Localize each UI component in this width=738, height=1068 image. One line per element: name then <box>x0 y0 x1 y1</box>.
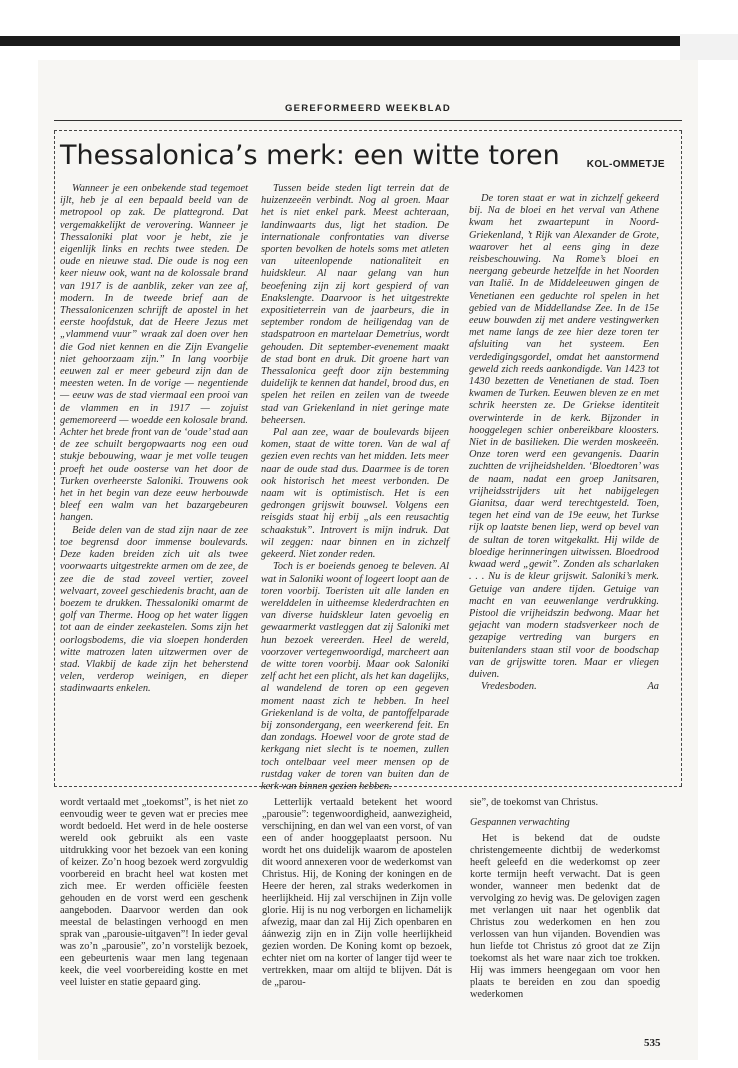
running-head: GEREFORMEERD WEEKBLAD <box>284 103 452 114</box>
column-kicker: KOL-OMMETJE <box>586 159 665 170</box>
article-title: Thessalonica’s merk: een witte toren <box>60 140 560 171</box>
body-paragraph-2: Letterlijk vertaald betekent het woord „parousie”: tegenwoordigheid, aanwezigheid, verschijning, en dan wel van een vorst, of van een of ander hooggeplaatst persoon. Nu wordt het ons duidelijk waarom de apostelen dit woord annexeren voor de wederkomst van Christus. Hij, de Koning der koningen en de Heere der heren, zal straks wederkomen in heerlijkheid. Hij zal verschijnen in Zijn volle glorie. Hij is nu nog verborgen en lichamelijk afwezig, maar dan zal Hij Zich openbaren en áánwezig zijn en in Zijn volle heerlijkheid gezien worden. De Koning komt op bezoek, echter niet om na korter of langer tijd weer te vertrekken, maar om altijd te blijven. Dát is de „parou- <box>262 797 452 988</box>
signoff <box>469 681 659 693</box>
magazine-page <box>38 60 698 1060</box>
author-initials: Aa <box>647 681 659 693</box>
box-border-right <box>681 131 682 786</box>
body-paragraph-1: wordt vertaald met „toekomst”, is het niet zo eenvoudig weer te geven wat er precies mee wordt bedoeld. Het werd in de hele oosterse wereld ook gebruikt als een vaste uitdrukking voor het bezoek van een koning of keizer. Zo’n hoog bezoek werd zorgvuldig voorbereid en bracht heel wat kosten met zich mee. Er werden officiële feesten gehouden en de vorst werd een geschenk aangeboden. Daarvoor werden dan ook meestal de belastingen verhoogd en men sprak van „parousie-uitgaven”! In ieder geval was zo’n „parousie”, zo’n vorstelijk bezoek, een gebeurtenis waar men lang tegenaan keek, die veel voorbereiding kostte en met veel luister en statie gepaard ging. <box>60 797 248 988</box>
box-column-2 <box>261 183 449 792</box>
box-paragraph-2: Beide delen van de stad zijn naar de zee toe begrensd door immense boulevards. Deze kaden breiden zich uit als twee voorwaarts uitgestrekte armen om de zee, de zee die de stad zoveel vertier, zoveel welvaart, zoveel geschiedenis bracht, aan de boezem te drukken. Thessaloniki omarmt de golf van Therme. Hoog op het water liggen tot aan de einder zeekastelen. Soms zijn het oorlogsbodems, die via sloepen honderden witte matrozen laten uitzwermen over de stad. Vlakbij de kade zijn het beherstend velen, verderop weinigen, en dieper stadinwaarts enkelen. <box>60 524 248 695</box>
page-number: 535 <box>644 1037 661 1049</box>
box-paragraph-5: Toch is er boeiends genoeg te beleven. Al wat in Saloniki woont of logeert loopt aan de toren voorbij. Toeristen uit alle landen en werelddelen in uitheemse klederdrachten en van diverse huidskleur laten gevoelig en gewaarmerkt vastleggen dat zij Saloniki met hun bezoek vereerden. Heel de wereld, voorzover vertegenwoordigd, marcheert aan de witte toren voorbij. Maar ook Saloniki zelf acht het een plicht, als het kan dagelijks, al wandelend de toren op een gegeven moment naast zich te hebben. In heel Griekenland is de volta, de pantoffelparade bij zonsondergang, een weerkerend feit. En dan zondags. Hoewel voor de grote stad de kerkgang niet slecht is te noemen, zullen toch ontelbaar veel meer mensen op de rustdag vaker de toren van buiten dan de kerk van binnen gezien hebben. <box>261 561 449 792</box>
header-rule <box>54 120 682 121</box>
box-paragraph-6: De toren staat er wat in zichzelf gekeerd bij. Na de bloei en het verval van Athene kwam het zwaartepunt in Noord-Griekenland, ’t Rijk van Alexander de Grote, waarover het al eens ging in deze reisbeschouwing. Na Rome’s bloei en neergang gebeurde hetzelfde in het Noorden van Italië. In de Middeleeuwen gingen de Venetianen een geduchte rol spelen in het gebied van de Middellandse Zee. In de 15e eeuw bouwden zij met andere vestingwerken met name langs de zee hier deze toren ter afsluiting van het systeem. Een verdedigingsgordel, omdat het aanstormend geweld zich reeds aankondigde. Van 1423 tot 1430 bezetten de Venetianen de stad. Toen kwamen de Turken. Eeuwen bleven ze en met schrik heersten ze. De Griekse identiteit overwinterde in de kerk. Bijzonder in hooggelegen schier onbereikbare kloosters. Niet in de basilieken. Die werden moskeeën. Onze toren werd een gevangenis. Daarin zuchtten de vrijheidshelden. ‘Bloedtoren’ was de naam, nadat een groep Janitsaren, vrijheidsstrijders uit het nabijgelegen Gianitsa, daar werd terechtgesteld. Toen, tegen het eind van de 19e eeuw, het Turkse rijk op laatste benen liep, werd op bevel van de sultan de toren witgekalkt. Hij wilde de bloedige herinneringen uitwissen. Bloedrood kwaad werd „gewit”. Zonden als scharlaken . . . Nu is de kleur grijswit. Saloniki’s merk. Getuige van andere tijden. Getuige van macht en van eeuwenlange verdrukking. Pistool die vrijheidszin bedwong. Maar het gejacht van modern stadsverkeer noch de gezapige vertreding van burgers en buitenlanders staan stil voor de boodschap van de grijswitte toren. Maar er vliegen duiven. <box>469 193 659 680</box>
box-paragraph-3: Tussen beide steden ligt terrein dat de huizenzeeën verbindt. Nog al groen. Maar het is niet enkel park. Meest achteraan, landinwaarts dus, ligt het stadion. De internationale confrontaties van diverse sporten bevolken de hotels soms met atleten van uiteenlopende nationaliteit en huidskleur. Al naar gelang van hun beoefening zijn zij kort gespierd of van Enakslengte. Daarvoor is het uitgestrekte expositieterrein van de jaarbeurs, die in september rondom de heiligendag van de stadspatroon en martelaar Demetrius, wordt gehouden. Dit september-evenement maakt de stad bont en druk. Dit groene hart van Thessalonica geeft door zijn bestemming duidelijk te kennen dat handel, brood dus, en spelen het reilen en zeilen van de tweede stad van Griekenland in niet geringe mate beheersen. <box>261 183 449 426</box>
scan-corner <box>680 34 738 60</box>
body-column-3 <box>470 797 660 1001</box>
box-paragraph-1: Wanneer je een onbekende stad tegemoet ijlt, heb je al een bepaald beeld van de metropool op zak. De plattegrond. Dat vergemakkelijkt de verovering. Wanneer je Thessaloniki plat voor je hebt, zie je eigenlijk links en rechts twee steden. De oude en nieuwe stad. Die oude is nog een keer nieuw ook, want na de kolossale brand van 1917 is de aanblik, zeker van zee af, modern. In de tweede brief aan de Thessalonicenzen schrijft de apostel in het eerste hoofdstuk, dat de Heere Jezus met „vlammend vuur” wraak zal doen over hen die God niet kennen en die Zijn Evangelie niet gehoorzaam zijn.” In lang voorbije eeuwen zal er meer gebeurd zijn dan de meesten weten. In de vorige — negentiende — eeuw was de stad viermaal een prooi van de vlammen en in 1917 — zojuist gememoreerd — woedde een kolosale brand. Achter het brede front van de ‘oude’ stad aan de zee schuilt bergopwaarts nog een oud stukje bebouwing, waar je met volle teugen proeft het oude oosterse van het door de Turken overheerste Saloniki. Trouwens ook het in het begin van deze eeuw herbouwde bleef een walm van het bazargebeuren hangen. <box>60 183 248 524</box>
scan-top-border <box>0 36 738 46</box>
body-column-2 <box>262 797 452 989</box>
box-border-left <box>54 131 55 786</box>
body-paragraph-3: sie”, de toekomst van Christus. <box>470 797 599 808</box>
body-column-1 <box>60 797 248 989</box>
section-subheading: Gespannen verwachting <box>470 817 570 828</box>
box-paragraph-4: Pal aan zee, waar de boulevards bijeen komen, staat de witte toren. Van de wal af gezien even rechts van het midden. Iets meer naar de oude stad dus. Daarmee is de toren ook historisch het meest verbonden. De naam wit is optimistisch. Het is een gedrongen grijswit bouwsel. Volgens een reisgids staat hij erbij „als een reusachtig schaakstuk”. Introvert is mijn indruk. Dat wil zeggen: naar binnen en in zichzelf gekeerd. Niet zonder reden. <box>261 427 449 561</box>
signoff-text: Vredesboden. <box>481 681 537 693</box>
box-column-1 <box>60 183 248 783</box>
box-column-3 <box>469 193 659 783</box>
body-paragraph-4: Het is bekend dat de oudste christengemeente dichtbij de wederkomst heeft geleefd en die wederkomst op zeer korte termijn heeft verwacht. Dat is geen wonder, wanneer men bedenkt dat de vervolging zo hevig was. De gelovigen zagen met verlangen uit naar het ogenblik dat Christus zou wederkomen en hen zou verlossen van hun vijanden. Bovendien was hun liefde tot Christus zó groot dat ze Zijn toekomst als het ware naar zich toe trokken. Hij was immers heengegaan om voor hen plaats te bereiden en zou dan spoedig wederkomen <box>470 833 660 1000</box>
